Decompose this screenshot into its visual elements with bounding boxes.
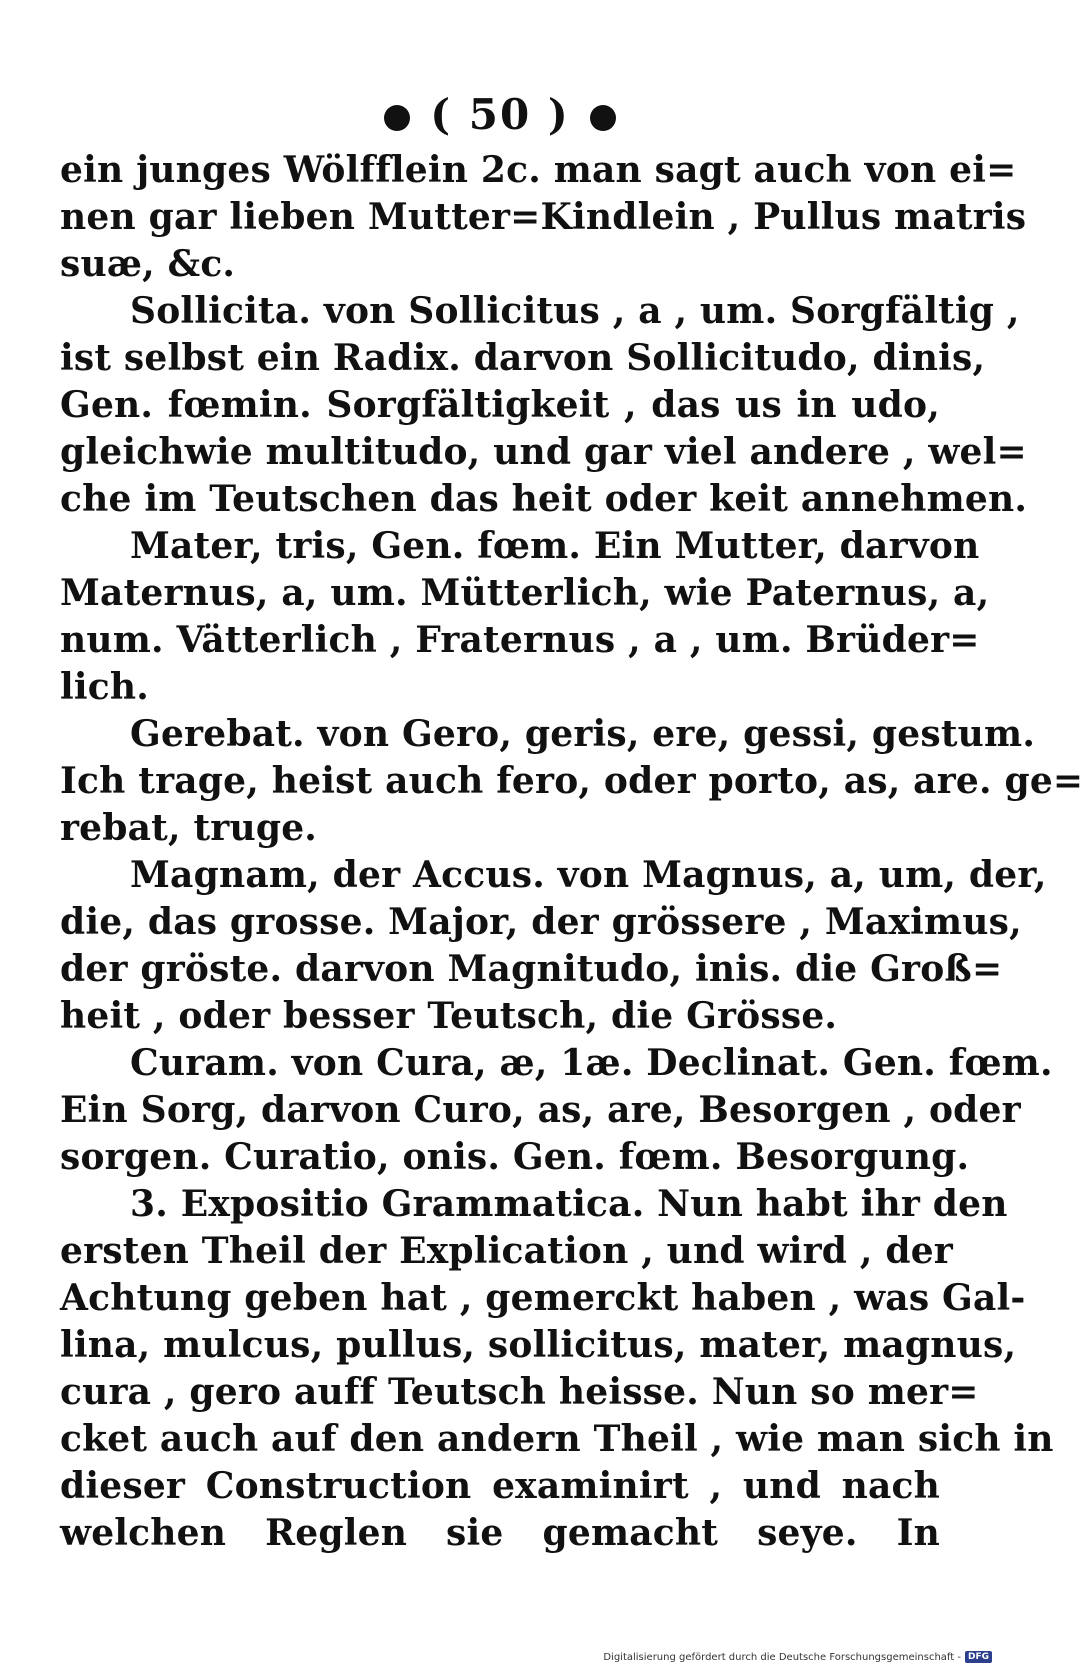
text-line: rebat, truge. bbox=[60, 807, 318, 849]
text-line: Ein Sorg, darvon Curo, as, are, Besorgen , oder bbox=[60, 1089, 1021, 1131]
text-line: welchen Reglen sie gemacht seye. In bbox=[60, 1512, 940, 1554]
page-header bbox=[60, 85, 940, 145]
text-line: ein junges Wölfflein 2c. man sagt auch von ei= bbox=[60, 149, 1017, 191]
dfg-logo: DFG bbox=[965, 1651, 992, 1663]
text-line: lich. bbox=[60, 666, 149, 708]
text-line: dieser Construction examinirt , und nach bbox=[60, 1465, 940, 1507]
text-line: gleichwie multitudo, und gar viel andere , wel= bbox=[60, 431, 1027, 473]
credit-text: Digitalisierung gefördert durch die Deutsche Forschungsgemeinschaft - bbox=[603, 1651, 961, 1663]
page-number: ( 50 ) bbox=[430, 90, 570, 139]
text-line: Gerebat. von Gero, geris, ere, gessi, gestum. bbox=[130, 713, 1036, 755]
text-line: heit , oder besser Teutsch, die Grösse. bbox=[60, 995, 838, 1037]
text-line: nen gar lieben Mutter=Kindlein , Pullus matris bbox=[60, 196, 1027, 238]
text-line: der gröste. darvon Magnitudo, inis. die Groß= bbox=[60, 948, 1003, 990]
text-line: Magnam, der Accus. von Magnus, a, um, der, bbox=[130, 854, 1047, 896]
text-line: Maternus, a, um. Mütterlich, wie Paternus, a, bbox=[60, 572, 990, 614]
text-line: Achtung geben hat , gemerckt haben , was Gal- bbox=[60, 1277, 1026, 1319]
text-line: Gen. fœmin. Sorgfältigkeit , das us in udo, bbox=[60, 384, 940, 426]
ornament-left-icon bbox=[384, 105, 410, 131]
body-text bbox=[60, 147, 1083, 1557]
text-line: ersten Theil der Explication , und wird , der bbox=[60, 1230, 953, 1272]
text-line: Sollicita. von Sollicitus , a , um. Sorgfältig , bbox=[130, 290, 1020, 332]
text-line: ist selbst ein Radix. darvon Sollicitudo, dinis, bbox=[60, 337, 986, 379]
ornament-right-icon bbox=[590, 105, 616, 131]
text-line: cura , gero auff Teutsch heisse. Nun so mer= bbox=[60, 1371, 979, 1413]
text-line: Curam. von Cura, æ, 1æ. Declinat. Gen. fœm. bbox=[130, 1042, 1053, 1084]
text-line: suæ, &c. bbox=[60, 243, 236, 285]
text-line: Mater, tris, Gen. fœm. Ein Mutter, darvon bbox=[130, 525, 980, 567]
text-line: die, das grosse. Major, der grössere , Maximus, bbox=[60, 901, 1022, 943]
text-line: cket auch auf den andern Theil , wie man sich in bbox=[60, 1418, 1054, 1460]
digitization-credit bbox=[603, 1651, 992, 1663]
book-page bbox=[60, 85, 1083, 1557]
text-line: sorgen. Curatio, onis. Gen. fœm. Besorgung. bbox=[60, 1136, 970, 1178]
text-line: 3. Expositio Grammatica. Nun habt ihr den bbox=[130, 1183, 1008, 1225]
text-line: che im Teutschen das heit oder keit annehmen. bbox=[60, 478, 1028, 520]
text-line: num. Vätterlich , Fraternus , a , um. Brüder= bbox=[60, 619, 980, 661]
text-line: Ich trage, heist auch fero, oder porto, as, are. ge= bbox=[60, 760, 1083, 802]
text-line: lina, mulcus, pullus, sollicitus, mater, magnus, bbox=[60, 1324, 1017, 1366]
